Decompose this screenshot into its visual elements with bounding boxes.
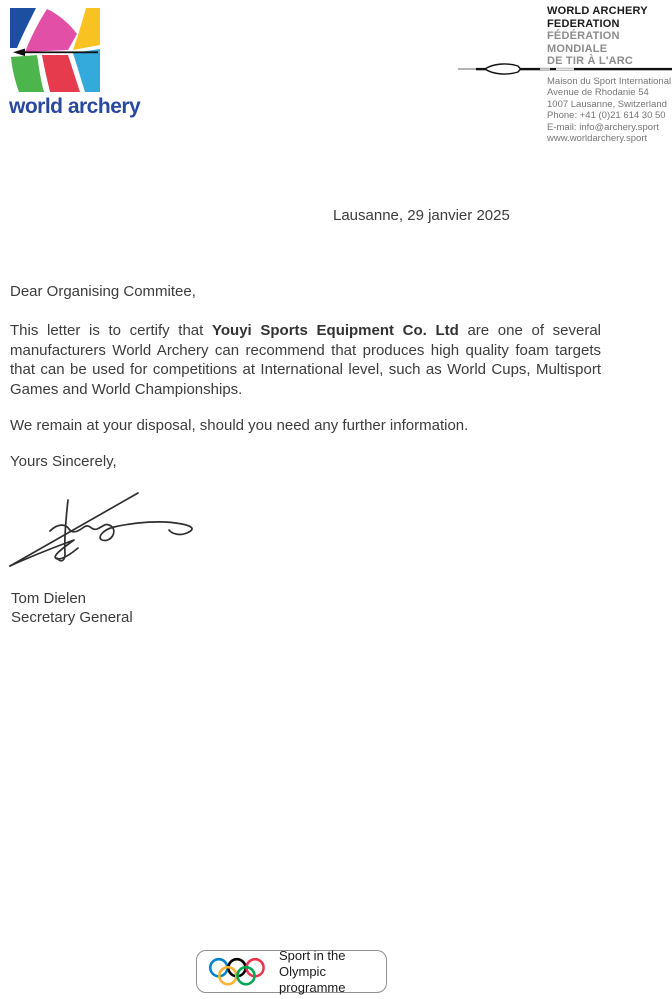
org-name-line: WORLD ARCHERY bbox=[547, 5, 648, 17]
org-name-fr-line: DE TIR À L'ARC bbox=[547, 55, 634, 67]
signoff-block bbox=[11, 589, 133, 627]
address-block bbox=[547, 76, 672, 144]
world-archery-logo-icon bbox=[10, 8, 100, 93]
signer-title: Secretary General bbox=[11, 609, 133, 626]
badge-text-line2: Olympic programme bbox=[279, 963, 346, 995]
org-name-line: FEDERATION bbox=[547, 17, 620, 30]
closing-line: We remain at your disposal, should you need any further information. bbox=[10, 417, 469, 434]
signature-icon bbox=[6, 482, 218, 574]
address-line: www.worldarchery.sport bbox=[547, 133, 648, 145]
body-paragraph bbox=[10, 321, 601, 399]
address-line: Maison du Sport International bbox=[547, 76, 672, 87]
salutation: Dear Organising Commitee, bbox=[10, 283, 196, 300]
badge-text bbox=[279, 948, 386, 996]
body-text-after: are one of several manufacturers World Archery can recommend that produces high quality foam targets that can be used for competitions at International level, such as World Cups, Multisport Games and World Championships. bbox=[10, 322, 601, 398]
federation-name-block bbox=[547, 5, 672, 68]
address-line: 1007 Lausanne, Switzerland bbox=[547, 98, 667, 110]
olympic-rings-icon bbox=[207, 956, 269, 988]
org-name-fr-line: FÉDÉRATION bbox=[547, 30, 620, 42]
org-name-fr-line: MONDIALE bbox=[547, 42, 608, 55]
address-line: E-mail: info@archery.sport bbox=[547, 121, 659, 133]
address-line: Avenue de Rhodanie 54 bbox=[547, 87, 649, 99]
valediction: Yours Sincerely, bbox=[10, 453, 117, 470]
olympic-programme-badge bbox=[196, 947, 387, 995]
dateline: Lausanne, 29 janvier 2025 bbox=[333, 207, 510, 224]
address-line: Phone: +41 (0)21 614 30 50 bbox=[547, 110, 666, 122]
company-name: Youyi Sports Equipment Co. Ltd bbox=[211, 322, 459, 339]
badge-text-line1: Sport in the bbox=[279, 947, 346, 963]
world-archery-wordmark: world archery bbox=[9, 95, 141, 118]
signer-name: Tom Dielen bbox=[11, 590, 87, 607]
body-text-before: This letter is to certify that bbox=[10, 322, 212, 339]
